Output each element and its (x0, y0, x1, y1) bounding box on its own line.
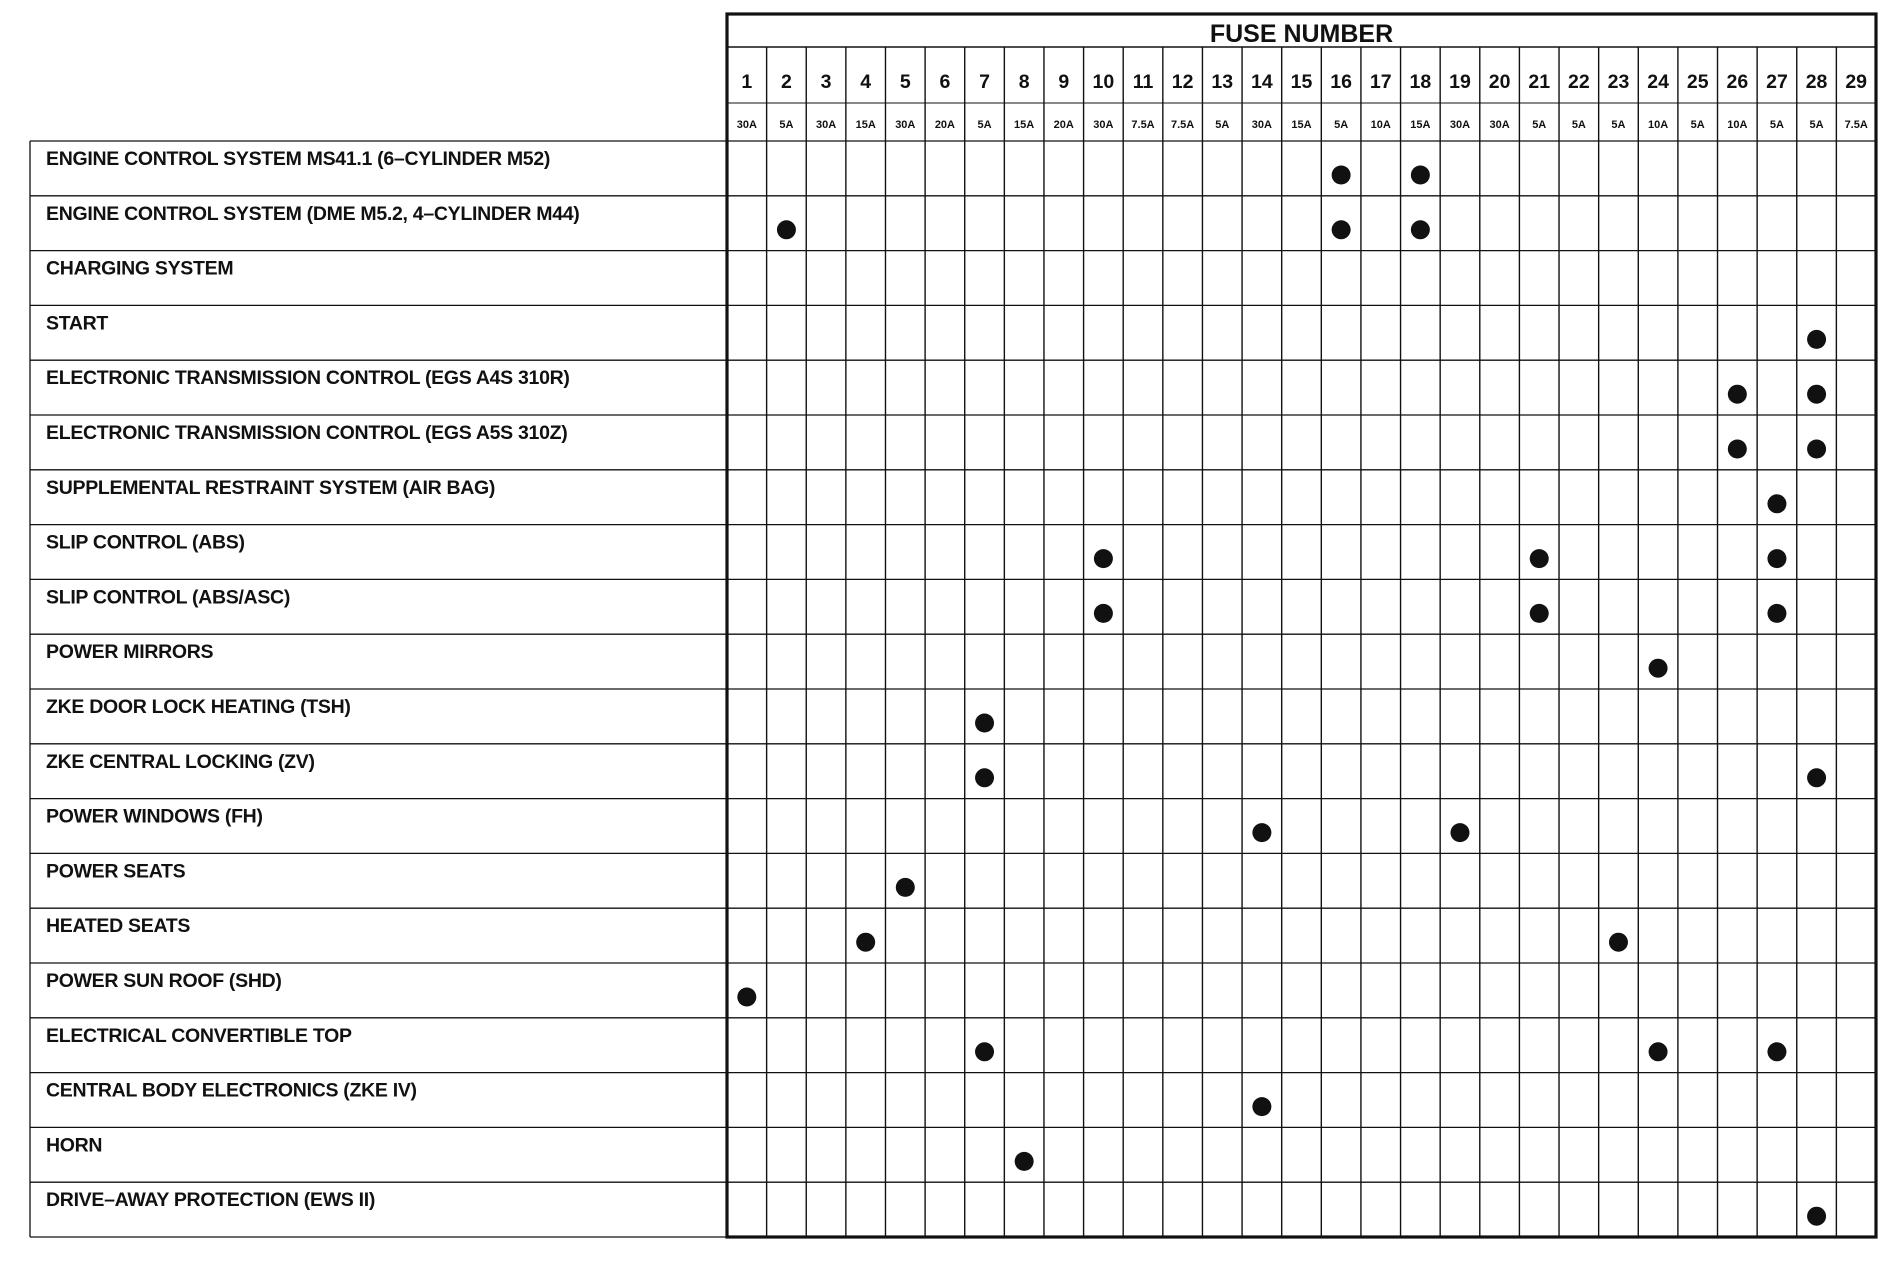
fuse-usage-dot (1728, 440, 1747, 459)
fuse-number-label: 5 (899, 71, 911, 93)
fuse-number-label: 13 (1211, 71, 1234, 93)
fuse-number-label: 11 (1132, 71, 1154, 93)
fuse-rating-label: 15A (1291, 119, 1312, 131)
fuse-number-label: 7 (979, 71, 990, 93)
fuse-rating-label: 5A (1334, 119, 1349, 131)
grid-lines (30, 14, 1876, 1237)
system-label: START (46, 312, 109, 335)
system-label: ELECTRONIC TRANSMISSION CONTROL (EGS A5S 310Z) (46, 422, 568, 444)
fuse-usage-dot (1767, 1042, 1786, 1061)
fuse-rating-label: 30A (1449, 119, 1471, 131)
system-label: ZKE CENTRAL LOCKING (ZV) (46, 750, 315, 773)
grid-frame (727, 14, 1876, 1237)
system-label: POWER SUN ROOF (SHD) (46, 970, 282, 992)
fuse-number-label: 20 (1488, 71, 1511, 93)
fuse-number-label: 24 (1647, 71, 1669, 93)
fuse-usage-dot (1649, 659, 1668, 678)
fuse-number-label: 8 (1018, 71, 1030, 93)
fuse-usage-dot (1252, 823, 1271, 842)
fuse-rating-label: 30A (736, 119, 757, 131)
fuse-number-label: 17 (1369, 71, 1392, 93)
fuse-usage-dot (856, 933, 875, 952)
fuse-usage-dot (1807, 1207, 1826, 1226)
fuse-rating-label: 30A (1489, 119, 1510, 131)
fuse-usage-dot (1094, 549, 1113, 568)
fuse-number-label: 21 (1528, 71, 1551, 93)
fuse-rating-label: 7.5A (1131, 119, 1155, 131)
fuse-rating-label: 20A (1053, 119, 1074, 131)
fuse-usage-dot (737, 988, 756, 1007)
fuse-usage-dot (975, 768, 994, 787)
fuse-usage-dot (896, 878, 915, 897)
fuse-rating-label: 10A (1370, 119, 1391, 131)
fuse-number-label: 26 (1726, 71, 1749, 93)
fuse-rating-label: 30A (1251, 119, 1272, 131)
fuse-usage-dot (1807, 385, 1826, 404)
fuse-usage-dot (1252, 1097, 1271, 1116)
fuse-number-label: 25 (1686, 71, 1709, 93)
fuse-number-label: 6 (939, 71, 951, 93)
fuse-number-header: FUSE NUMBER (1209, 20, 1394, 48)
fuse-rating-label: 30A (1093, 119, 1114, 131)
fuse-rating-label: 10A (1727, 119, 1748, 131)
fuse-rating-label: 30A (895, 119, 916, 131)
fuse-usage-dot (1094, 604, 1113, 623)
fuse-number-label: 29 (1845, 71, 1868, 93)
fuse-number-label: 3 (820, 71, 832, 93)
fuse-usage-dot (1332, 166, 1351, 185)
fuse-number-label: 4 (860, 71, 872, 93)
fuse-number-label: 22 (1567, 71, 1590, 93)
fuse-rating-label: 7.5A (1171, 119, 1195, 131)
fuse-header-row (737, 71, 1868, 131)
fuse-usage-dot (1767, 604, 1786, 623)
fuse-usage-dot (1411, 220, 1430, 239)
fuse-rating-label: 30A (815, 119, 837, 131)
fuse-number-label: 28 (1805, 71, 1828, 93)
system-label: SUPPLEMENTAL RESTRAINT SYSTEM (AIR BAG) (46, 476, 496, 499)
system-label: ELECTRONIC TRANSMISSION CONTROL (EGS A4S 310R) (46, 367, 570, 390)
fuse-rating-label: 5A (1611, 119, 1626, 131)
system-label: POWER SEATS (46, 860, 186, 883)
fuse-rating-label: 5A (977, 119, 992, 131)
fuse-usage-dot (1609, 933, 1628, 952)
fuse-rating-label: 10A (1647, 119, 1669, 131)
fuse-rating-label: 5A (1532, 119, 1547, 131)
fuse-usage-dot (1807, 330, 1826, 349)
fuse-rating-label: 5A (1809, 119, 1824, 131)
fuse-usage-dot (1530, 604, 1549, 623)
fuse-number-label: 14 (1251, 71, 1273, 93)
fuse-number-label: 19 (1449, 71, 1471, 93)
fuse-number-label: 9 (1058, 71, 1070, 93)
fuse-usage-dot (1807, 440, 1826, 459)
fuse-usage-dot (1807, 768, 1826, 787)
system-label: ZKE DOOR LOCK HEATING (TSH) (46, 696, 351, 718)
fuse-usage-dot (1649, 1042, 1668, 1061)
fuse-rating-label: 20A (934, 119, 956, 131)
fuse-number-label: 2 (781, 71, 792, 93)
fuse-rating-label: 5A (1690, 119, 1705, 131)
fuse-number-label: 10 (1092, 71, 1115, 93)
fuse-number-label: 23 (1607, 71, 1630, 93)
system-labels (46, 148, 580, 1211)
fuse-usage-dot (1530, 549, 1549, 568)
system-label: POWER WINDOWS (FH) (46, 805, 263, 828)
fuse-rating-label: 15A (1014, 119, 1035, 131)
fuse-usage-dot (975, 714, 994, 733)
fuse-number-label: 12 (1171, 71, 1194, 93)
system-label: SLIP CONTROL (ABS) (46, 531, 245, 554)
fuse-rating-label: 5A (1215, 119, 1230, 131)
system-label: HORN (46, 1134, 103, 1157)
fuse-number-label: 15 (1290, 71, 1313, 93)
fuse-rating-label: 15A (855, 119, 876, 131)
system-label: ELECTRICAL CONVERTIBLE TOP (46, 1024, 352, 1047)
fuse-usage-dot (1332, 220, 1351, 239)
fuse-usage-dot (1015, 1152, 1034, 1171)
fuse-usage-dot (1728, 385, 1747, 404)
fuse-usage-dot (1767, 549, 1786, 568)
fuse-rating-label: 5A (1571, 119, 1586, 131)
fuse-rating-label: 5A (779, 119, 794, 131)
system-label: HEATED SEATS (46, 915, 191, 938)
fuse-number-label: 16 (1330, 71, 1352, 93)
system-label: SLIP CONTROL (ABS/ASC) (46, 586, 291, 609)
fuse-rating-label: 15A (1410, 119, 1431, 131)
fuse-usage-dot (1767, 494, 1786, 513)
fuse-number-label: 1 (741, 71, 753, 93)
fuse-number-label: 18 (1409, 71, 1432, 93)
system-label: ENGINE CONTROL SYSTEM (DME M5.2, 4–CYLINDER M44) (46, 202, 580, 225)
fuse-usage-dot (1450, 823, 1469, 842)
system-label: CHARGING SYSTEM (46, 257, 234, 280)
system-label: ENGINE CONTROL SYSTEM MS41.1 (6–CYLINDER M52) (46, 148, 551, 170)
fuse-usage-dot (975, 1042, 994, 1061)
system-label: DRIVE–AWAY PROTECTION (EWS II) (46, 1189, 376, 1212)
system-label: POWER MIRRORS (46, 641, 214, 664)
fuse-number-label: 27 (1766, 71, 1788, 93)
fuse-rating-label: 7.5A (1844, 119, 1868, 131)
fuse-rating-label: 5A (1769, 119, 1784, 131)
fuse-usage-dot (1411, 166, 1430, 185)
system-label: CENTRAL BODY ELECTRONICS (ZKE IV) (46, 1079, 417, 1102)
fuse-usage-dot (777, 220, 796, 239)
